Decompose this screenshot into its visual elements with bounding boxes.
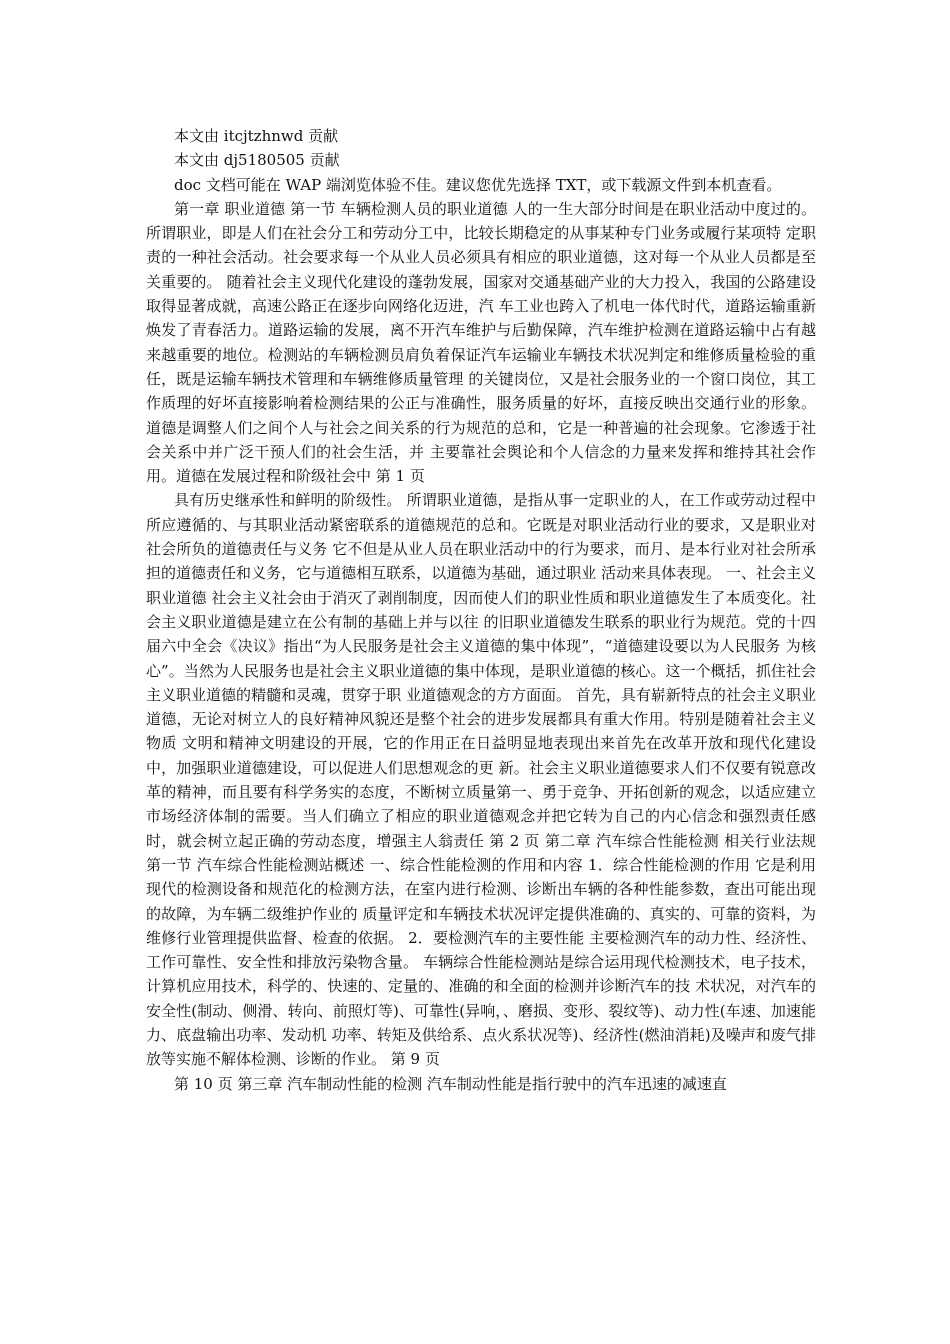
contributor-line-2: 本文由 dj5180505 贡献 bbox=[174, 151, 340, 170]
contributor-line-1: 本文由 itcjtzhnwd 贡献 bbox=[174, 127, 339, 145]
format-notice-line: doc 文档可能在 WAP 端浏览体验不佳。建议您优先选择 TXT，或下载源文件到本机查看。 bbox=[174, 175, 782, 194]
paragraph-2: 具有历史继承性和鲜明的阶级性。 所谓职业道德，是指从事一定职业的人，在工作或劳动过程中所应遵循的、与其职业活动紧密联系的道德规范的总和。它既是对职业活动行业的要求，又是职业对社会所负的道德责任与义务 它不但是从业人员在职业活动中的行为要求，而月、是本行业对社会所承担的道德责任和义务，它与道德相互联系，以道德为基础，通过职业 活动来具体表现。 一、社会主义职业道德 社会主义社会由于消灭了剥削制度，因而使人们的职业性质和职业道德发生了本质变化。社会主义职业道德是建立在公有制的基础上并与以往 的旧职业道德发生联系的职业行为规范。党的十四届六中全会《决议》指出“为人民服务是社会主义道德的集中体现”，“道德建设要以为人民服务 为核心”。当然为人民服务也是社会主义职业道德的集中体现，是职业道德的核心。这一个概括，抓住社会主义职业道德的精髓和灵魂，贯穿于职 业道德观念的方方面面。 首先，具有崭新特点的社会主义职业道德，无论对树立人的良好精神风貌还是整个社会的进步发展都具有重大作用。特别是随着社会主义物质 文明和精神文明建设的开展，它的作用正在日益明显地表现出来首先在改革开放和现代化建设中，加强职业道德建设，可以促进人们思想观念的更 新。社会主义职业道德要求人们不仅要有锐意改革的精神，而且要有科学务实的态度，不断树立质量第一、勇于竞争、开拓创新的观念，以适应建立 市场经济体制的需要。当人们确立了相应的职业道德观念并把它转为自己的内心信念和强烈责任感时，就会树立起正确的劳动态度，增强主人翁责任 第 2 页 第二章 汽车综合性能检测 相关行业法规 第一节 汽车综合性能检测站概述 一、综合性能检测的作用和内容 1．综合性能检测的作用 它是利用现代的检测设备和规范化的检测方法，在室内进行检测、诊断出车辆的各种性能参数，查出可能出现的故障，为车辆二级维护作业的 质量评定和车辆技术状况评定提供准确的、真实的、可靠的资料，为维修行业管理提供监督、检查的依据。 2．要检测汽车的主要性能 主要检测汽车的动力性、经济性、工作可靠性、安全性和排放污染物含量。 车辆综合性能检测站是综合运用现代检测技术，电子技术，计算机应用技术，科学的、快速的、定量的、准确的和全面的检测并诊断汽车的技 术状况，对汽车的安全性(制动、侧滑、转向、前照灯等)、可靠性(异响，、磨损、变形、裂纹等)、动力性(车速、加速能力、底盘输出功率、发动机 功率、转矩及供给系、点火系状况等)、经济性(燃油消耗)及噪声和废气排放等实施不解体检测、诊断的作业。 第 9 页 bbox=[146, 491, 816, 1069]
paragraph-1: 第一章 职业道德 第一节 车辆检测人员的职业道德 人的一生大部分时间是在职业活动中度过的。所谓职业，即是人们在社会分工和劳动分工中，比较长期稳定的从事某种专门业务或履行某项特 定职责的一种社会活动。社会要求每一个从业人员必须具有相应的职业道德，这对每一个从业人员都是至关重要的。 随着社会主义现代化建设的蓬勃发展，国家对交通基础产业的大力投入，我国的公路建设取得显著成就，高速公路正在逐步向网络化迈进，汽 车工业也跨入了机电一体代时代，道路运输重新焕发了青春活力。道路运输的发展，离不开汽车维护与后勤保障，汽车维护检测在道路运输中占有越 来越重要的地位。检测站的车辆检测员肩负着保证汽车运输业车辆技术状况判定和维修质量检验的重任，既是运输车辆技术管理和车辆维修质量管理 的关键岗位，又是社会服务业的一个窗口岗位，其工作质理的好坏直接影响着检测结果的公正与准确性，服务质量的好坏，直接反映出交通行业的形象。 道德是调整人们之间个人与社会之间关系的行为规范的总和，它是一种普遍的社会现象。它渗透于社会关系中并广泛干预人们的社会生活，并 主要靠社会舆论和个人信念的力量来发挥和维持其社会作用。道德在发展过程和阶级社会中 第 1 页 bbox=[146, 199, 816, 486]
paragraph-3: 第 10 页 第三章 汽车制动性能的检测 汽车制动性能是指行驶中的汽车迅速的减速直 bbox=[174, 1074, 727, 1093]
document-body bbox=[146, 124, 816, 1096]
